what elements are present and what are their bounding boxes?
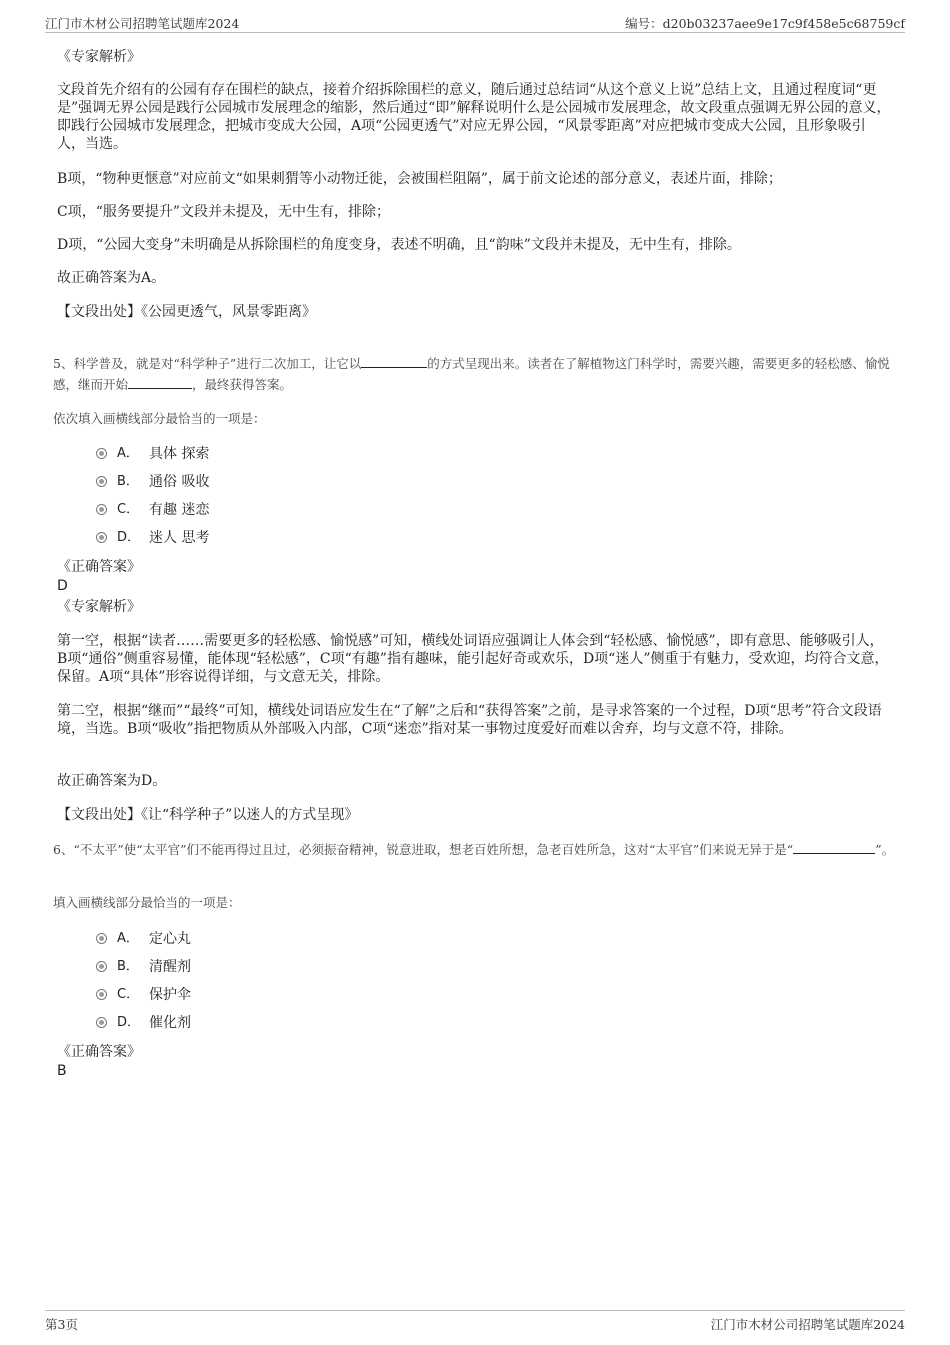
q5-answer: D: [57, 578, 68, 594]
q4-analysis-paragraph-3: C项，“服务要提升”文段并未提及，无中生有，排除；: [57, 204, 391, 220]
q6-instruction: 填入画横线部分最恰当的一项是：: [53, 895, 241, 910]
radio-icon[interactable]: [96, 476, 107, 487]
q5-source: 【文段出处】《让“科学种子”以迷人的方式呈现》: [57, 807, 359, 823]
q6-stem: [53, 839, 895, 860]
q5-blank-1: [361, 354, 427, 368]
option-letter: C．: [117, 987, 140, 1002]
option-text: 具体 探索: [149, 446, 210, 462]
page-header: [45, 12, 905, 33]
option-text: 清醒剂: [149, 959, 191, 975]
radio-icon[interactable]: [96, 448, 107, 459]
q5-stem-part-1: 5、科学普及，就是对“科学种子”进行二次加工，让它以: [53, 356, 362, 371]
q5-analysis-paragraph-1: 第一空，根据“读者……需要更多的轻松感、愉悦感”可知，横线处词语应强调让人体会到“轻松感、愉悦感”，即有意思、能够吸引人，B项“通俗”侧重容易懂，能体现“轻松感”，C项“有趣”指有趣味，能引起好奇或欢乐，D项“迷人”侧重于有魅力，受欢迎，均符合文意，保留。A项“具体”形容说得详细，与文意无关，排除。: [57, 633, 889, 685]
q5-answer-label: 《正确答案》: [57, 559, 141, 575]
q6-answer-label: 《正确答案》: [57, 1044, 141, 1060]
q5-analysis-paragraph-2: 第二空，根据“继而”“最终”可知，横线处词语应发生在“了解”之后和“获得答案”之前，是寻求答案的一个过程，D项“思考”符合文段语境，当选。B项“吸收”指把物质从外部吸入内部，C项“迷恋”指对某一事物过度爱好而难以舍弃，均与文意不符，排除。: [57, 703, 882, 737]
q4-conclusion: 故正确答案为A。: [57, 270, 166, 286]
q4-source: 【文段出处】《公园更透气，风景零距离》: [57, 304, 316, 320]
option-text: 定心丸: [149, 931, 191, 947]
option-letter: B．: [117, 474, 139, 489]
option-letter: D．: [117, 1015, 141, 1030]
option-letter: A．: [117, 931, 139, 946]
q4-expert-label: 《专家解析》: [57, 49, 141, 65]
q5-stem: [53, 353, 895, 395]
radio-icon[interactable]: [96, 933, 107, 944]
footer-page-number: 第3页: [45, 1317, 78, 1332]
q5-expert-label: 《专家解析》: [57, 599, 141, 615]
q5-stem-part-3: ，最终获得答案。: [192, 377, 293, 392]
option-letter: B．: [117, 959, 139, 974]
q5-blank-2: [128, 375, 192, 389]
radio-icon[interactable]: [96, 532, 107, 543]
radio-icon[interactable]: [96, 1017, 107, 1028]
q5-conclusion: 故正确答案为D。: [57, 773, 167, 789]
header-document-id: 编号：d20b03237aee9e17c9f458e5c68759cf: [625, 16, 905, 31]
option-letter: A．: [117, 446, 139, 461]
option-text: 有趣 迷恋: [149, 502, 210, 518]
option-letter: D．: [117, 530, 141, 545]
q5-stem-part-2: 的方式呈现出来。读者在了解植物这门科学时，需要兴趣，需要更多的轻松感、愉悦感，继而开始: [53, 356, 890, 392]
footer-title: 江门市木材公司招聘笔试题库2024: [710, 1317, 905, 1332]
q6-blank: [793, 840, 875, 854]
option-text: 迷人 思考: [149, 530, 210, 546]
option-text: 通俗 吸收: [149, 474, 210, 490]
q6-stem-part-1: 6、“不太平”使“太平官”们不能再得过且过，必须振奋精神，锐意进取，想老百姓所想，急老百姓所急，这对“太平官”们来说无异于是“: [53, 842, 794, 857]
option-letter: C．: [117, 502, 140, 517]
option-text: 保护伞: [149, 987, 191, 1003]
radio-icon[interactable]: [96, 961, 107, 972]
q4-analysis-paragraph-2: B项，“物种更惬意”对应前文“如果刺猬等小动物迁徙，会被围栏阻隔”，属于前文论述的部分意义，表述片面，排除；: [57, 171, 782, 187]
q6-answer: B: [57, 1063, 67, 1079]
q5-instruction: 依次填入画横线部分最恰当的一项是：: [53, 411, 266, 426]
page-footer: [45, 1310, 905, 1333]
q4-analysis-paragraph-4: D项，“公园大变身”未明确是从拆除围栏的角度变身，表述不明确，且“韵味”文段并未提及，无中生有，排除。: [57, 237, 741, 253]
radio-icon[interactable]: [96, 989, 107, 1000]
q4-analysis-paragraph-1: 文段首先介绍有的公园有存在围栏的缺点，接着介绍拆除围栏的意义，随后通过总结词“从这个意义上说”总结上文，且通过程度词“更是”强调无界公园是践行公园城市发展理念的缩影，然后通过“即”解释说明什么是公园城市发展理念，故文段重点强调无界公园的意义，即践行公园城市发展理念，把城市变成大公园，A项“公园更透气”对应无界公园，“风景零距离”对应把城市变成大公园，且形象吸引人，当选。: [57, 82, 891, 152]
radio-icon[interactable]: [96, 504, 107, 515]
option-text: 催化剂: [149, 1015, 191, 1031]
q6-stem-part-2: ”。: [875, 842, 895, 857]
header-title: 江门市木材公司招聘笔试题库2024: [45, 16, 240, 31]
